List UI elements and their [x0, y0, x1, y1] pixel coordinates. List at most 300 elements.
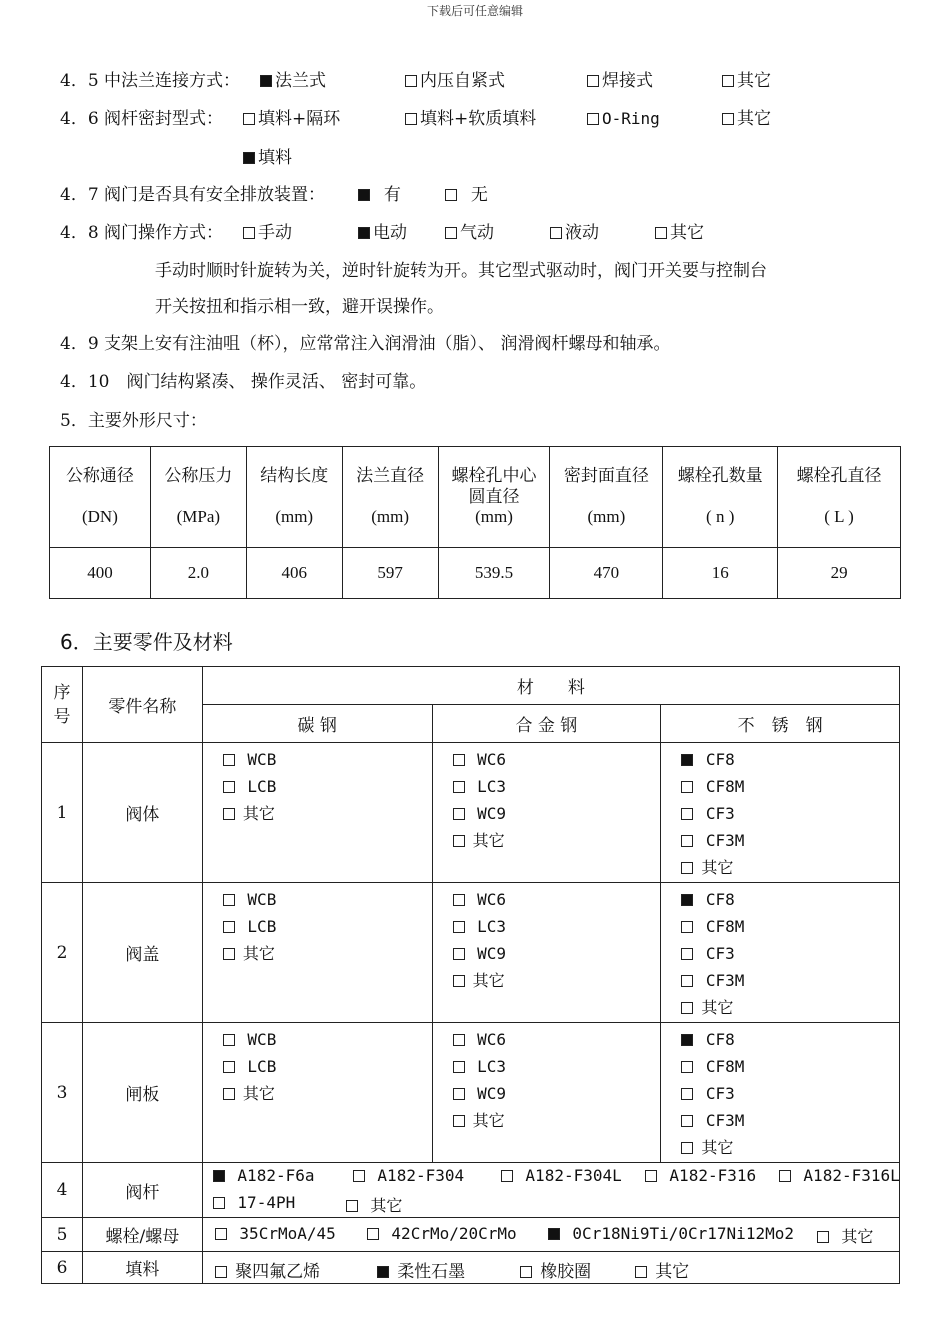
material-option[interactable] — [548, 1224, 794, 1243]
checkbox-icon — [353, 1170, 365, 1182]
option-line — [223, 1054, 432, 1081]
option-label: CF8M — [705, 777, 745, 796]
option-label: 其它 — [655, 1262, 690, 1282]
option-label: CF8M — [705, 1057, 745, 1076]
material-option[interactable] — [779, 1166, 900, 1185]
option-line — [223, 1027, 432, 1054]
as-options — [432, 883, 661, 1023]
option-label: 其它 — [701, 1138, 734, 1157]
material-option[interactable] — [681, 804, 735, 823]
option-label: LC3 — [477, 917, 507, 936]
item-4-9: 4．9 支架上安有注油咀（杯），应常常注入润滑油（脂）、 润滑阀杆螺母和轴承。 — [60, 334, 671, 354]
checkbox-icon — [722, 113, 734, 125]
item-4-8-note-1: 手动时顺时针旋转为关，逆时针旋转为开。其它型式驱动时，阀门开关要与控制台 — [155, 261, 767, 281]
checkbox-icon — [223, 948, 235, 960]
option-label: 填料 — [258, 148, 292, 168]
option-label: CF8M — [705, 917, 745, 936]
checkbox-icon — [550, 227, 562, 239]
option-other[interactable] — [655, 222, 704, 244]
checkbox-icon — [681, 1142, 693, 1154]
option-line — [681, 968, 899, 995]
option-label: LC3 — [477, 777, 507, 796]
option-label: 气动 — [460, 223, 494, 243]
option-label: CF8 — [705, 750, 735, 769]
value-pressure: 2.0 — [150, 548, 246, 599]
item-4-8-note-2: 开关按扭和指示相一致，避开误操作。 — [155, 297, 444, 317]
material-option[interactable] — [681, 1057, 744, 1076]
option-label: WC9 — [477, 1084, 507, 1103]
option-label: O-Ring — [602, 109, 660, 128]
material-option[interactable] — [681, 971, 744, 990]
row-part-name: 阀杆 — [82, 1163, 202, 1218]
checkbox-icon — [681, 808, 693, 820]
option-label: A182-F316L — [803, 1166, 900, 1185]
bolt-options-line — [215, 1221, 899, 1248]
checkbox-icon — [213, 1197, 225, 1209]
checkbox-icon — [215, 1228, 227, 1240]
material-option[interactable] — [453, 1084, 507, 1103]
option-line — [681, 1027, 899, 1054]
material-option[interactable] — [453, 890, 507, 909]
material-row-bolts — [42, 1218, 900, 1252]
material-option[interactable] — [681, 998, 733, 1017]
material-option[interactable] — [635, 1257, 689, 1282]
material-option[interactable] — [520, 1257, 591, 1282]
option-o-ring[interactable] — [587, 108, 660, 130]
option-label: LCB — [247, 777, 277, 796]
checkbox-icon — [223, 921, 235, 933]
option-line — [453, 747, 661, 774]
dimensions-table — [49, 446, 901, 599]
checkbox-icon — [358, 227, 370, 239]
option-label: CF8 — [705, 1030, 735, 1049]
materials-header-row-1 — [42, 667, 900, 705]
material-option[interactable] — [346, 1193, 403, 1216]
option-line — [681, 747, 899, 774]
header-stainless-steel: 不 锈 钢 — [661, 705, 900, 743]
page-header: 下载后可任意编辑 — [426, 4, 523, 18]
option-line — [681, 1054, 899, 1081]
checkbox-icon — [587, 113, 599, 125]
material-option[interactable] — [681, 1084, 735, 1103]
checkbox-icon — [223, 894, 235, 906]
option-label: LCB — [247, 917, 277, 936]
as-options — [432, 1023, 661, 1163]
checkbox-icon — [453, 835, 465, 847]
section-6-heading: 6．主要零件及材料 — [60, 630, 233, 654]
checkbox-icon — [223, 1088, 235, 1100]
checkbox-icon — [453, 1034, 465, 1046]
material-option[interactable] — [223, 1030, 277, 1049]
option-manual[interactable] — [243, 222, 292, 244]
row-part-name: 闸板 — [82, 1023, 202, 1163]
checkbox-icon — [377, 1266, 389, 1278]
bolt-options — [202, 1218, 899, 1252]
option-label: 柔性石墨 — [397, 1262, 466, 1282]
option-packing-ring[interactable] — [243, 108, 340, 130]
material-option[interactable] — [681, 917, 744, 936]
option-label: WC6 — [477, 750, 507, 769]
option-line — [453, 774, 661, 801]
option-label: LCB — [247, 1057, 277, 1076]
option-label: WCB — [247, 890, 277, 909]
material-option[interactable] — [223, 777, 277, 796]
material-option[interactable] — [453, 1057, 507, 1076]
packing-options — [202, 1252, 899, 1284]
ss-options — [661, 883, 900, 1023]
material-option[interactable] — [223, 890, 277, 909]
material-option[interactable] — [223, 804, 275, 823]
material-option[interactable] — [453, 1030, 507, 1049]
checkbox-icon — [453, 1061, 465, 1073]
option-pressure-seal[interactable] — [405, 70, 505, 92]
material-option[interactable] — [453, 1111, 505, 1130]
material-option[interactable] — [213, 1166, 315, 1185]
option-line — [453, 828, 661, 855]
material-row-stem — [42, 1163, 900, 1218]
checkbox-icon — [243, 113, 255, 125]
material-option[interactable] — [453, 750, 507, 769]
option-line — [681, 914, 899, 941]
option-label: CF3 — [705, 944, 735, 963]
checkbox-icon — [681, 1088, 693, 1100]
option-pneumatic[interactable] — [445, 222, 494, 244]
option-line — [681, 855, 899, 882]
row-no: 6 — [42, 1252, 83, 1284]
option-label: 其它 — [242, 804, 275, 823]
checkbox-icon — [445, 189, 457, 201]
checkbox-icon — [453, 975, 465, 987]
checkbox-icon — [453, 948, 465, 960]
header-bolt-dia: 螺栓孔直径 ( L ) — [778, 447, 901, 548]
material-option[interactable] — [453, 777, 507, 796]
as-options — [432, 743, 661, 883]
option-line — [681, 774, 899, 801]
materials-table — [41, 666, 900, 1284]
stem-options-line-1 — [213, 1163, 899, 1190]
checkbox-icon — [681, 1002, 693, 1014]
material-option[interactable] — [215, 1224, 336, 1243]
header-seal-dia: 密封面直径 (mm) — [550, 447, 663, 548]
header-alloy-steel: 合 金 钢 — [432, 705, 661, 743]
header-carbon-steel: 碳 钢 — [202, 705, 432, 743]
option-line — [681, 995, 899, 1022]
checkbox-icon — [453, 808, 465, 820]
header-dn: 公称通径 (DN) — [50, 447, 151, 548]
checkbox-icon — [453, 894, 465, 906]
header-length: 结构长度 (mm) — [246, 447, 342, 548]
option-line — [453, 1054, 661, 1081]
checkbox-icon — [681, 862, 693, 874]
value-dn: 400 — [50, 548, 151, 599]
option-label: 其它 — [701, 858, 734, 877]
material-option[interactable] — [681, 750, 735, 769]
row-no: 1 — [42, 743, 83, 883]
option-label: A182-F304L — [525, 1166, 622, 1185]
checkbox-icon — [501, 1170, 513, 1182]
item-4-6 — [60, 108, 900, 130]
option-label: 聚四氟乙烯 — [235, 1262, 321, 1282]
stem-options-line-2 — [213, 1190, 899, 1217]
value-flange-dia: 597 — [342, 548, 438, 599]
option-label: 其它 — [370, 1196, 403, 1215]
material-option[interactable] — [681, 944, 735, 963]
material-option[interactable] — [681, 777, 744, 796]
checkbox-icon — [681, 921, 693, 933]
option-other[interactable] — [722, 70, 771, 92]
checkbox-icon — [243, 227, 255, 239]
material-option[interactable] — [453, 971, 505, 990]
option-line — [453, 1108, 661, 1135]
checkbox-icon — [453, 921, 465, 933]
row-no: 2 — [42, 883, 83, 1023]
material-row — [42, 1023, 900, 1163]
checkbox-icon — [681, 975, 693, 987]
checkbox-icon — [681, 1061, 693, 1073]
value-length: 406 — [246, 548, 342, 599]
value-bolt-dia: 29 — [778, 548, 901, 599]
material-option[interactable] — [453, 831, 505, 850]
material-option[interactable] — [453, 944, 507, 963]
checkbox-icon — [346, 1200, 358, 1212]
option-label: CF3 — [705, 804, 735, 823]
option-label: WCB — [247, 1030, 277, 1049]
option-hydraulic[interactable] — [550, 222, 599, 244]
checkbox-icon — [681, 894, 693, 906]
option-line — [453, 1081, 661, 1108]
option-line — [223, 887, 432, 914]
option-line — [681, 1135, 899, 1162]
checkbox-icon — [223, 781, 235, 793]
option-line — [223, 1081, 432, 1108]
material-option[interactable] — [223, 1057, 277, 1076]
option-line — [681, 887, 899, 914]
checkbox-icon — [681, 835, 693, 847]
option-label: CF3 — [705, 1084, 735, 1103]
item-4-6-label: 4．6 阀杆密封型式： — [60, 109, 224, 129]
option-line — [223, 774, 432, 801]
material-option[interactable] — [223, 750, 277, 769]
checkbox-icon — [453, 781, 465, 793]
checkbox-icon — [223, 1061, 235, 1073]
checkbox-icon — [681, 1115, 693, 1127]
option-label: 液动 — [565, 223, 599, 243]
option-label: 其它 — [737, 109, 771, 129]
option-label: A182-F316 — [669, 1166, 757, 1185]
checkbox-icon — [681, 781, 693, 793]
option-label: 内压自紧式 — [420, 71, 505, 91]
option-label: CF3M — [705, 971, 745, 990]
dimensions-value-row — [50, 548, 901, 599]
material-option[interactable] — [817, 1224, 874, 1247]
material-option[interactable] — [223, 1084, 275, 1103]
checkbox-icon — [223, 1034, 235, 1046]
option-line — [681, 801, 899, 828]
option-flange[interactable] — [260, 70, 326, 92]
option-label: 35CrMoA/45 — [239, 1224, 336, 1243]
packing-options-line — [215, 1254, 899, 1281]
option-label: WC6 — [477, 890, 507, 909]
row-no: 4 — [42, 1163, 83, 1218]
item-5-heading: 5．主要外形尺寸： — [60, 411, 207, 431]
item-4-5 — [60, 70, 900, 92]
material-option[interactable] — [377, 1257, 465, 1282]
material-option[interactable] — [353, 1166, 464, 1185]
option-packing-soft[interactable] — [405, 108, 536, 130]
option-label: CF3M — [705, 1111, 745, 1130]
cs-options — [202, 883, 432, 1023]
option-label: CF3M — [705, 831, 745, 850]
material-option[interactable] — [681, 858, 733, 877]
option-label: WC9 — [477, 944, 507, 963]
option-line — [681, 1108, 899, 1135]
row-part-name: 阀体 — [82, 743, 202, 883]
option-label: WC9 — [477, 804, 507, 823]
option-label: 其它 — [737, 71, 771, 91]
option-line — [453, 914, 661, 941]
option-line — [453, 968, 661, 995]
value-seal-dia: 470 — [550, 548, 663, 599]
option-line — [453, 887, 661, 914]
option-line — [223, 747, 432, 774]
header-bolt-count: 螺栓孔数量 ( n ) — [663, 447, 778, 548]
material-option[interactable] — [681, 890, 735, 909]
checkbox-icon — [587, 75, 599, 87]
option-line — [223, 801, 432, 828]
checkbox-icon — [223, 808, 235, 820]
checkbox-icon — [655, 227, 667, 239]
item-4-8 — [60, 222, 900, 244]
material-row — [42, 743, 900, 883]
material-option[interactable] — [681, 1111, 744, 1130]
option-label: 填料+软质填料 — [420, 109, 537, 129]
option-label: 焊接式 — [602, 71, 653, 91]
option-label: WC6 — [477, 1030, 507, 1049]
option-line — [681, 828, 899, 855]
option-label: 法兰式 — [275, 71, 326, 91]
option-label: 电动 — [373, 223, 407, 243]
header-pressure: 公称压力 (MPa) — [150, 447, 246, 548]
option-label: LC3 — [477, 1057, 507, 1076]
material-option[interactable] — [215, 1257, 320, 1282]
option-label: 其它 — [472, 971, 505, 990]
checkbox-icon — [215, 1266, 227, 1278]
option-label: 其它 — [242, 1084, 275, 1103]
checkbox-icon — [645, 1170, 657, 1182]
option-label: 手动 — [258, 223, 292, 243]
option-label: CF8 — [705, 890, 735, 909]
option-label: 其它 — [242, 944, 275, 963]
checkbox-icon — [520, 1266, 532, 1278]
material-option[interactable] — [453, 917, 507, 936]
checkbox-icon — [445, 227, 457, 239]
material-option[interactable] — [501, 1166, 622, 1185]
value-bolt-circle: 539.5 — [438, 548, 550, 599]
option-label: 橡胶圈 — [540, 1262, 592, 1282]
option-label: 其它 — [472, 831, 505, 850]
option-line — [453, 941, 661, 968]
option-label: WCB — [247, 750, 277, 769]
material-option[interactable] — [681, 831, 744, 850]
option-label: 42CrMo/20CrMo — [391, 1224, 517, 1243]
checkbox-icon — [243, 152, 255, 164]
ss-options — [661, 743, 900, 883]
material-option[interactable] — [367, 1224, 517, 1243]
option-electric[interactable] — [358, 222, 407, 244]
checkbox-icon — [223, 754, 235, 766]
option-line — [223, 941, 432, 968]
checkbox-icon — [779, 1170, 791, 1182]
checkbox-icon — [367, 1228, 379, 1240]
option-label: 其它 — [472, 1111, 505, 1130]
checkbox-icon — [405, 75, 417, 87]
option-welded[interactable] — [587, 70, 653, 92]
checkbox-icon — [548, 1228, 560, 1240]
option-line — [681, 941, 899, 968]
option-label: 无 — [470, 185, 488, 205]
option-label: 有 — [383, 185, 401, 205]
checkbox-icon — [817, 1231, 829, 1243]
header-material: 材 料 — [202, 667, 899, 705]
row-no: 5 — [42, 1218, 83, 1252]
checkbox-icon — [453, 1088, 465, 1100]
row-part-name: 阀盖 — [82, 883, 202, 1023]
item-4-6-extra[interactable] — [243, 147, 292, 169]
stem-options — [202, 1163, 899, 1218]
option-no[interactable] — [445, 184, 488, 206]
header-bolt-circle: 螺栓孔中心圆直径 (mm) — [438, 447, 550, 548]
option-label: 其它 — [670, 223, 704, 243]
option-label: 其它 — [701, 998, 734, 1017]
material-option[interactable] — [223, 944, 275, 963]
option-label: 其它 — [841, 1227, 874, 1246]
checkbox-icon — [213, 1170, 225, 1182]
checkbox-icon — [453, 754, 465, 766]
row-no: 3 — [42, 1023, 83, 1163]
item-4-7-label: 4．7 阀门是否具有安全排放装置： — [60, 185, 326, 205]
item-4-7 — [60, 184, 900, 206]
option-other[interactable] — [722, 108, 771, 130]
checkbox-icon — [681, 754, 693, 766]
option-label: 17-4PH — [237, 1193, 296, 1212]
option-line — [453, 1027, 661, 1054]
material-option[interactable] — [223, 917, 277, 936]
header-part-name: 零件名称 — [82, 667, 202, 743]
checkbox-icon — [358, 189, 370, 201]
option-line — [223, 914, 432, 941]
checkbox-icon — [635, 1266, 647, 1278]
row-part-name: 螺栓/螺母 — [82, 1218, 202, 1252]
item-4-8-label: 4．8 阀门操作方式： — [60, 223, 224, 243]
material-option[interactable] — [681, 1138, 733, 1157]
option-line — [681, 1081, 899, 1108]
checkbox-icon — [722, 75, 734, 87]
checkbox-icon — [681, 1034, 693, 1046]
material-option[interactable] — [645, 1166, 756, 1185]
option-label: A182-F304 — [377, 1166, 465, 1185]
checkbox-icon — [453, 1115, 465, 1127]
option-label: 填料+隔环 — [258, 109, 341, 129]
material-option[interactable] — [453, 804, 507, 823]
material-option[interactable] — [213, 1193, 295, 1212]
material-option[interactable] — [681, 1030, 735, 1049]
item-4-10: 4．10 阀门结构紧凑、 操作灵活、 密封可靠。 — [60, 372, 427, 392]
option-label: A182-F6a — [237, 1166, 315, 1185]
checkbox-icon — [405, 113, 417, 125]
option-yes[interactable] — [358, 184, 401, 206]
ss-options — [661, 1023, 900, 1163]
item-4-5-label: 4．5 中法兰连接方式： — [60, 71, 241, 91]
